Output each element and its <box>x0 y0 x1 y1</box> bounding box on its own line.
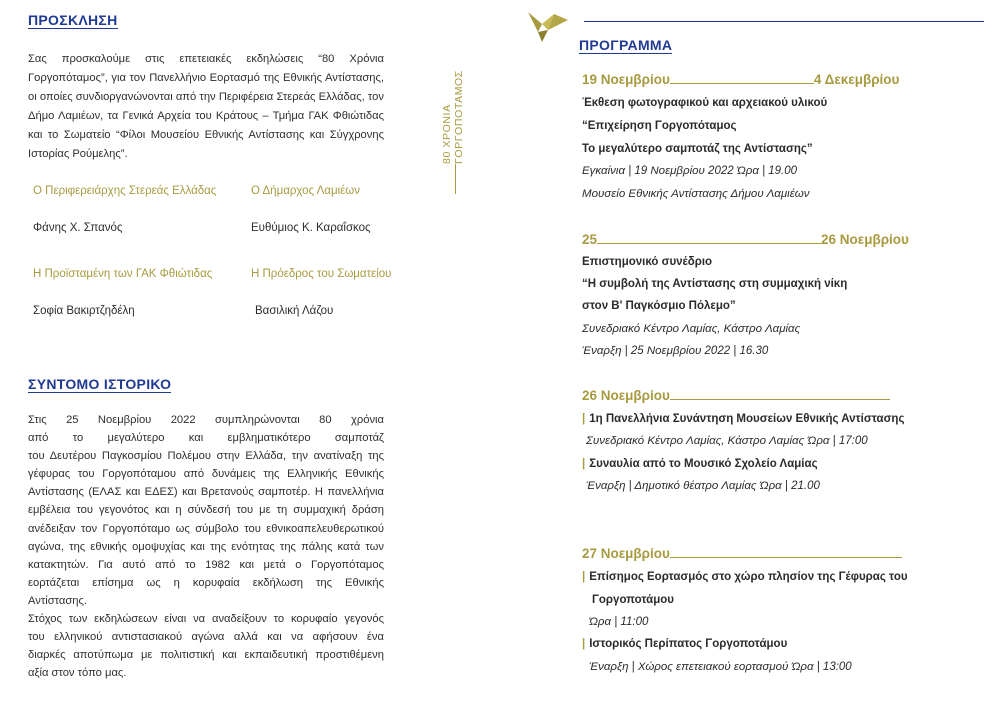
program-item: στον Β' Παγκόσμιο Πόλεμο” <box>582 300 736 312</box>
program-item: Έκθεση φωτογραφικού και αρχειακού υλικού <box>582 97 828 109</box>
history-title: ΣΥΝΤΟΜΟ ΙΣΤΟΡΙΚΟ <box>28 376 172 392</box>
signatory-role-association-president: Η Πρόεδρος του Σωματείου <box>251 268 392 280</box>
program-item: “Επιχείρηση Γοργοπόταμος <box>582 120 737 132</box>
program-item: | 1η Πανελλήνια Συνάντηση Μουσείων Εθνικής Αντίστασης <box>582 413 905 425</box>
program-item-detail: Συνεδριακό Κέντρο Λαμίας, Κάστρο Λαμίας Ώρα | 17:00 <box>586 435 868 447</box>
program-item: Γοργοποτάμου <box>592 594 674 606</box>
header-rule <box>584 21 984 22</box>
spine-title: 80 ΧΡΟΝΙΑ ΓΟΡΓΟΠΟΤΑΜΟΣ <box>441 70 465 164</box>
signatory-name-mayor: Ευθύμιος Κ. Καραΐσκος <box>251 222 371 234</box>
program-date-3: 26 Νοεμβρίου <box>582 388 890 403</box>
program-date-range-2: 25 26 Νοεμβρίου <box>582 232 909 247</box>
program-item-detail: Έναρξη | Δημοτικό θέατρο Λαμίας Ώρα | 21.00 <box>586 480 820 492</box>
program-item: | Επίσημος Εορτασμός στο χώρο πλησίον της Γέφυρας του <box>582 571 908 583</box>
program-date-range-1: 19 Νοεμβρίου 4 Δεκεμβρίου <box>582 72 900 87</box>
signatory-name-regional-governor: Φάνης Χ. Σπανός <box>33 222 123 234</box>
signatory-role-archives-head: Η Προϊσταμένη των ΓΑΚ Φθιώτιδας <box>33 268 213 280</box>
program-item-detail: Ώρα | 11:00 <box>589 616 649 628</box>
signatory-role-regional-governor: Ο Περιφερειάρχης Στερεάς Ελλάδας <box>33 185 217 197</box>
signatory-name-archives-head: Σοφία Βακιρτζηδέλη <box>33 305 135 317</box>
program-date-4: 27 Νοεμβρίου <box>582 546 902 561</box>
program-item-detail: Μουσείο Εθνικής Αντίστασης Δήμου Λαμιέων <box>582 188 810 200</box>
history-body: Στις 25 Νοεμβρίου 2022 συμπληρώνονται 80 χρόνια από το μεγαλύτερο και εμβληματικότερο σαμποτάζ του Δευτέρου Παγκοσμίου Πολέμου στην Ελλάδα, την ανατίναξη της γέφυρας του Γοργοπόταμου από δυνάμεις της Ελληνικής Εθνικής Αντίστασης (ΕΛΑΣ και ΕΔΕΣ) και Βρετανούς σαμποτέρ. Η πανελλήνια εμβέλεια του γεγονότος και η σύνδεσή του με τη συμμαχική δράση ανέδειξαν τον Γοργοπόταμο ως σύμβολο του εθνικοαπελευθερωτικού αγώνα, της εθνικής ομοψυχίας και της ενότητας της πάλης κατά των κατακτητών. Για αυτό από το 1982 και μετά ο Γοργοπόταμος εορτάζεται επίσημα ως η κορυφαία εκδήλωση της Εθνικής Αντίστασης. Στόχος των εκδηλώσεων είναι να αναδείξουν το κορυφαίο γεγονός του ελληνικού αντιστασιακού αγώνα αλλά και να αφήσουν ένα διαρκές αποτύπωμα με πολιτιστική και εκπαιδευτική προστιθέμενη αξία στον τόπο μας. <box>28 414 384 680</box>
program-item-detail: Έναρξη | Χώρος επετειακού εορτασμού Ώρα | 13:00 <box>589 661 852 673</box>
program-item-detail: Έναρξη | 25 Νοεμβρίου 2022 | 16.30 <box>582 345 769 357</box>
program-item-detail: Συνεδριακό Κέντρο Λαμίας, Κάστρο Λαμίας <box>582 323 801 335</box>
invitation-body: Σας προσκαλούμε στις επετειακές εκδηλώσεις “80 Χρόνια Γοργοπόταμος”, για τον Πανελλήνιο Εορτασμό της Εθνικής Αντίστασης, οι οποίες συνδιοργανώνονται από την Περιφέρεια Στερεάς Ελλάδας, τον Δήμο Λαμιέων, τα Γενικά Αρχεία του Κράτους – Τμήμα ΓΑΚ Φθιώτιδας και το Σωματείο “Φίλοι Μουσείου Εθνικής Αντίστασης και Σύγχρονης Ιστορίας Ρούμελης”. <box>28 53 384 160</box>
program-item: Το μεγαλύτερο σαμποτάζ της Αντίστασης” <box>582 143 813 155</box>
spine-divider <box>455 164 456 194</box>
program-title: ΠΡΟΓΡΑΜΜΑ <box>579 37 673 53</box>
program-item: Επιστημονικό συνέδριο <box>582 256 713 268</box>
invitation-title: ΠΡΟΣΚΛΗΣΗ <box>28 12 118 28</box>
signatory-name-association-president: Βασιλική Λάζου <box>255 305 334 317</box>
program-item-detail: Εγκαίνια | 19 Νοεμβρίου 2022 Ώρα | 19.00 <box>582 165 798 177</box>
signatory-role-mayor: Ο Δήμαρχος Λαμιέων <box>251 185 360 197</box>
program-item: “Η συμβολή της Αντίστασης στη συμμαχική νίκη <box>582 278 848 290</box>
program-item: | Ιστορικός Περίπατος Γοργοποτάμου <box>582 638 788 650</box>
origami-bird-icon <box>526 10 570 44</box>
program-item: | Συναυλία από το Μουσικό Σχολείο Λαμίας <box>582 458 818 470</box>
